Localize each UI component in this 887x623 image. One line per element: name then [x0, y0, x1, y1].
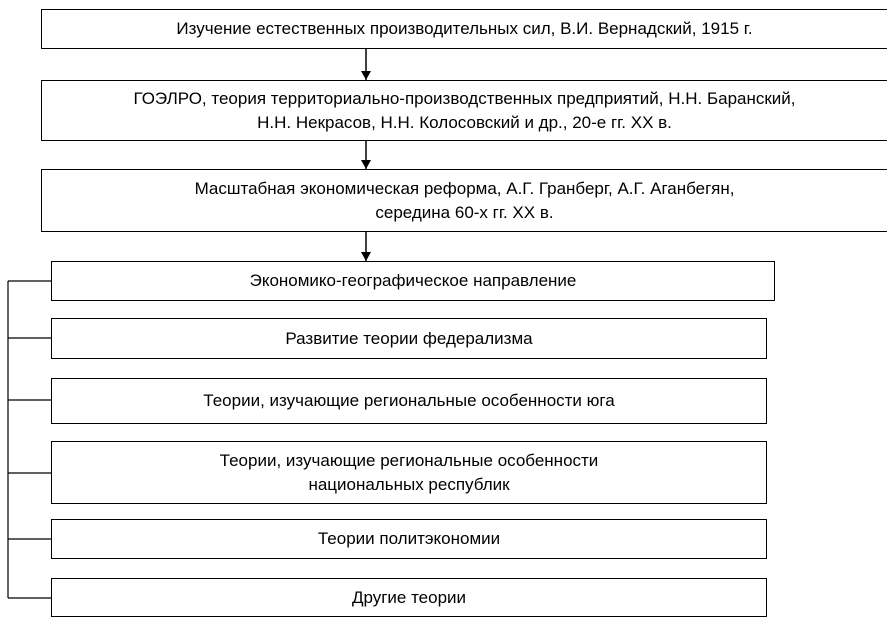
chain-box-vernadsky	[41, 9, 887, 49]
branch-box-south	[51, 378, 767, 424]
branch-box-political-economy	[51, 519, 767, 559]
chain-box-reform-line-1: Масштабная экономическая реформа, А.Г. Гранберг, А.Г. Аганбегян,	[194, 178, 735, 198]
branch-box-national-republics-line-1: Теории, изучающие региональные особенности	[219, 450, 599, 470]
chain-box-reform	[41, 169, 887, 232]
branch-box-economic-geographic-label: Экономико-географическое направление	[249, 271, 577, 290]
branch-box-federalism-label: Развитие теории федерализма	[285, 328, 533, 348]
branch-box-political-economy-label: Теории политэкономии	[317, 529, 501, 548]
chain-box-goelro-line-1: ГОЭЛРО, теория территориально-производственных предприятий, Н.Н. Баранский,	[133, 88, 796, 108]
chain-box-vernadsky-line-1: Изучение естественных производительных сил, В.И. Вернадский, 1915 г.	[176, 19, 753, 38]
branch-box-other	[51, 578, 767, 617]
chain-box-goelro	[41, 80, 887, 141]
chain-box-goelro-line-2: Н.Н. Некрасов, Н.Н. Колосовский и др., 20-е гг. XX в.	[257, 112, 672, 132]
branch-box-economic-geographic	[51, 261, 775, 301]
branch-box-federalism	[51, 318, 767, 359]
branch-box-other-label: Другие теории	[351, 587, 467, 607]
branch-box-national-republics-line-2: национальных республик	[308, 474, 510, 494]
branch-box-south-label: Теории, изучающие региональные особенности юга	[203, 391, 615, 410]
branch-box-national-republics	[51, 441, 767, 504]
chain-box-reform-line-2: середина 60-х гг. XX в.	[375, 202, 554, 222]
